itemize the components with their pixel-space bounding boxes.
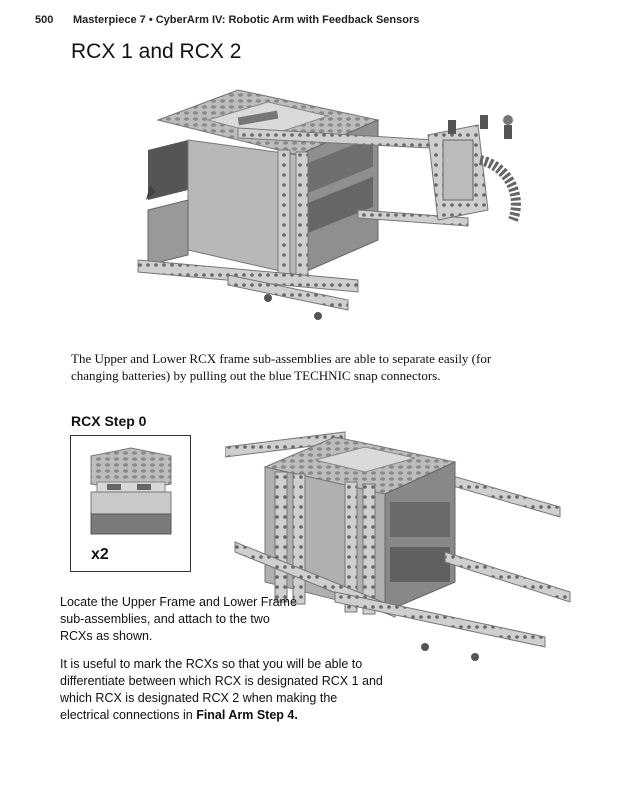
step-title: RCX Step 0: [71, 413, 147, 429]
running-title: Masterpiece 7 • CyberArm IV: Robotic Arm with Feedback Sensors: [73, 14, 420, 26]
instruction-paragraph-2: [60, 656, 390, 724]
page-number: 500: [35, 14, 54, 26]
figure-caption: The Upper and Lower RCX frame sub-assemblies are able to separate easily (for changing batteries) by pulling out the blue TECHNIC snap connectors.: [71, 351, 492, 383]
rcx-frame-assembly-figure: [128, 80, 548, 335]
instruction-2-bold-reference: Final Arm Step 4.: [196, 708, 298, 722]
instruction-paragraph-1: Locate the Upper Frame and Lower Frame sub-assemblies, and attach to the two RCXs as shown.: [60, 595, 297, 643]
parts-callout-box: [70, 435, 191, 572]
instruction-2-text: It is useful to mark the RCXs so that you will be able to differentiate between which RCX is designated RCX 1 and which RCX is designated RCX 2 when making the electrical connections in: [60, 657, 383, 722]
running-header: [35, 14, 419, 26]
quantity-label: x2: [91, 546, 109, 563]
section-title: RCX 1 and RCX 2: [71, 40, 242, 63]
rcx-brick-icon: [85, 444, 177, 544]
frame-assembly-drawing: [138, 90, 516, 320]
